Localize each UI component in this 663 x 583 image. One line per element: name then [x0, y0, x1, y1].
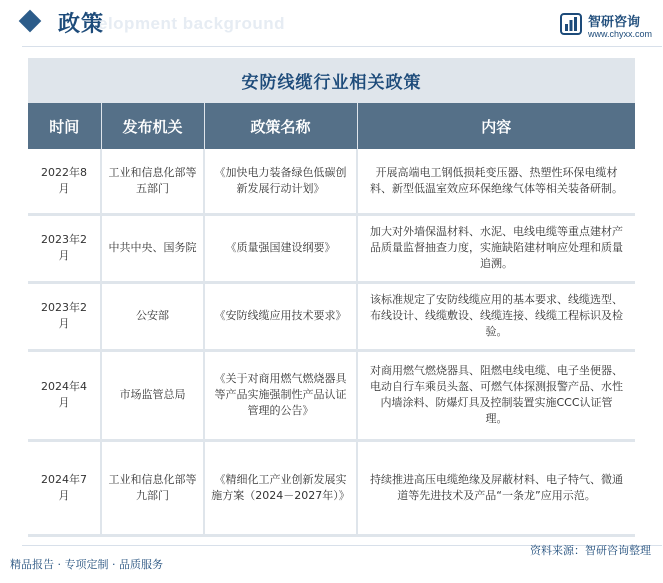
cell-time: 2023年2月 — [28, 214, 101, 282]
header-title-en: elopment background — [98, 14, 286, 33]
bar-chart-icon — [560, 13, 582, 35]
table-row — [28, 440, 635, 535]
cell-policy: 《加快电力装备绿色低碳创新发展行动计划》 — [204, 149, 357, 214]
footer-slogan: 精品报告 · 专项定制 · 品质服务 — [10, 558, 163, 571]
cell-content: 加大对外墙保温材料、水泥、电线电缆等重点建材产品质量监督抽查力度，实施缺陷建材响应处理和质量追溯。 — [357, 214, 635, 282]
cell-time: 2024年4月 — [28, 350, 101, 440]
cell-agency: 公安部 — [101, 282, 204, 350]
data-source: 资料来源：智研咨询整理 — [530, 544, 651, 557]
cell-policy: 《精细化工产业创新发展实施方案（2024－2027年）》 — [204, 440, 357, 535]
table-header-row — [28, 103, 635, 149]
brand-url: www.chyxx.com — [588, 29, 653, 39]
diamond-icon — [19, 10, 42, 33]
cell-agency: 工业和信息化部等五部门 — [101, 149, 204, 214]
page-title: 政策 — [58, 12, 105, 37]
cell-content: 开展高端电工钢低损耗变压器、热塑性环保电缆材料、新型低温室效应环保绝缘气体等相关装备研制。 — [357, 149, 635, 214]
cell-policy: 《关于对商用燃气燃烧器具等产品实施强制性产品认证管理的公告》 — [204, 350, 357, 440]
header-policy: 政策名称 — [204, 103, 357, 149]
page-header — [0, 0, 663, 48]
table-title: 安防线缆行业相关政策 — [241, 72, 422, 93]
table-row — [28, 149, 635, 214]
brand-name: 智研咨询 — [588, 15, 641, 30]
cell-content: 对商用燃气燃烧器具、阻燃电线电缆、电子坐便器、电动自行车乘员头盔、可燃气体探测报警产品、水性内墙涂料、防爆灯具及控制装置实施CCC认证管理。 — [357, 350, 635, 440]
cell-agency: 市场监管总局 — [101, 350, 204, 440]
cell-policy: 《安防线缆应用技术要求》 — [204, 282, 357, 350]
header-time: 时间 — [28, 103, 101, 149]
header-content: 内容 — [357, 103, 635, 149]
header-agency: 发布机关 — [101, 103, 204, 149]
cell-agency: 工业和信息化部等九部门 — [101, 440, 204, 535]
cell-content: 持续推进高压电缆绝缘及屏蔽材料、电子特气、微通道等先进技术及产品“一条龙”应用示范。 — [357, 440, 635, 535]
cell-time: 2023年2月 — [28, 282, 101, 350]
policy-table — [28, 103, 635, 537]
cell-content: 该标准规定了安防线缆应用的基本要求、线缆选型、布线设计、线缆敷设、线缆连接、线缆工程标识及检验。 — [357, 282, 635, 350]
cell-policy: 《质量强国建设纲要》 — [204, 214, 357, 282]
cell-time: 2022年8月 — [28, 149, 101, 214]
cell-agency: 中共中央、国务院 — [101, 214, 204, 282]
cell-time: 2024年7月 — [28, 440, 101, 535]
table-row — [28, 214, 635, 282]
table-row — [28, 350, 635, 440]
header-divider — [22, 46, 662, 47]
policy-panel — [28, 58, 635, 537]
table-row — [28, 282, 635, 350]
